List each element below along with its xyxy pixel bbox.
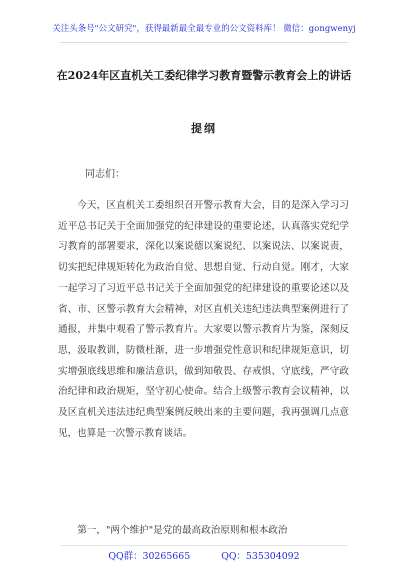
body-paragraph: 第一，"两个维护"是党的最高政治原则和根本政治 <box>77 525 288 536</box>
header-banner: 关注头条号"公文研究"，获得最新最全最专业的公文资料库！ 微信：gongwenyj <box>52 23 356 33</box>
qq-number-label: QQ：535304092 <box>221 551 300 562</box>
qq-group-label: QQ群：30265665 <box>108 551 191 562</box>
section-heading: 提纲 <box>191 122 217 135</box>
footer-contacts <box>0 548 408 562</box>
header-divider <box>60 42 348 43</box>
footer-divider <box>60 545 348 546</box>
body-paragraph: 今天，区直机关工委组织召开警示教育大会，目的是深入学习习近平总书记关于全面加强党的纪律建设的重要论述，认真落实党纪学习教育的部署要求，深化以案说德以案说纪、以案说法、以案说责，切实把纪律规矩转化为政治自觉、思想自觉、行动自觉。刚才，大家一起学习了习近平总书记关于全面加强党的纪律建设的重要论述以及省、市、区警示教育大会精神，对区直机关违纪违法典型案例进行了通报，并集中观看了警示教育片。大家要以警示教育片为鉴，深刻反思，汲取教训，防微杜渐，进一步增强党性意识和纪律规矩意识，切实增强底线思维和廉洁意识，做到知敬畏、存戒惧、守底线，严守政治纪律和政治规矩，坚守初心使命。结合上级警示教育会议精神，以及区直机关违法违纪典型案例反映出来的主要问题，我再强调几点意见，也算是一次警示教育谈话。 <box>58 200 349 439</box>
document-title: 在2024年区直机关工委纪律学习教育暨警示教育会上的讲话 <box>56 69 352 82</box>
salutation: 同志们： <box>85 169 125 180</box>
